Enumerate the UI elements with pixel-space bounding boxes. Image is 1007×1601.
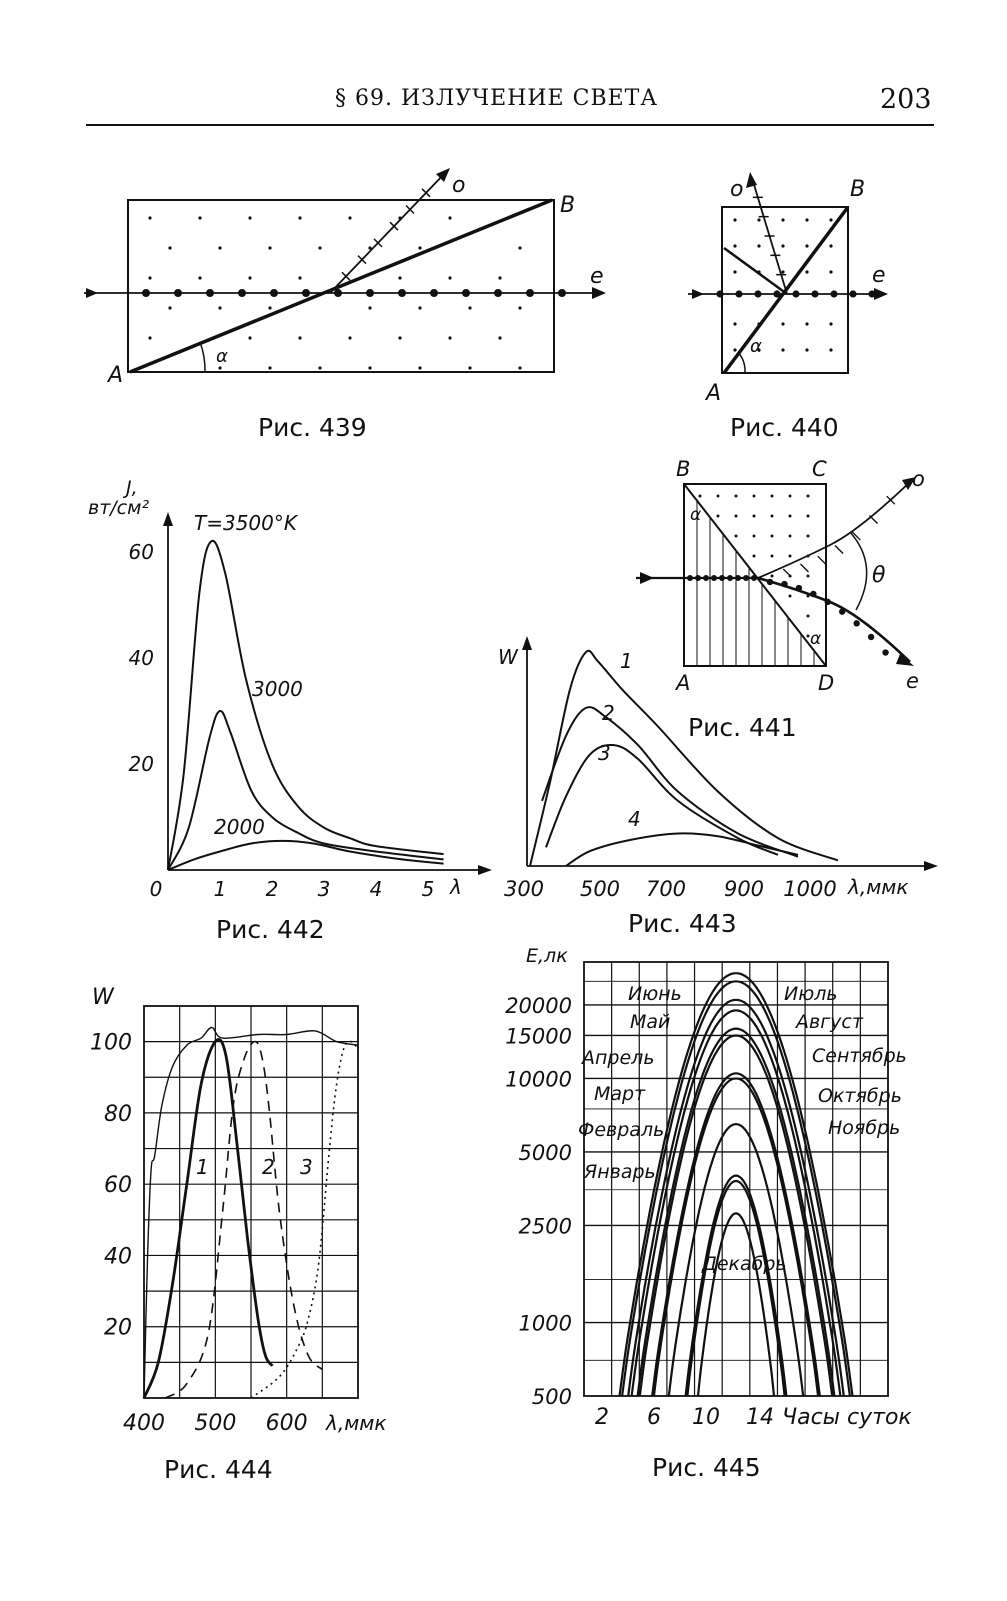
month-nov: Ноябрь xyxy=(828,1117,901,1139)
x-tick-label: 1000 xyxy=(783,877,837,901)
y-tick-label: 15000 xyxy=(505,1024,572,1049)
month-jul: Июль xyxy=(784,983,838,1005)
temp-3000: 3000 xyxy=(252,677,303,701)
label-e: e xyxy=(590,264,604,289)
curve-Сентябрь xyxy=(640,1036,832,1397)
month-jan: Январь xyxy=(584,1161,656,1183)
label-b: B xyxy=(560,193,576,218)
caption-444: Рис. 444 xyxy=(164,1455,273,1484)
x-label: λ,ммк xyxy=(326,1411,387,1435)
label-o: o xyxy=(730,177,744,202)
curve-Июнь xyxy=(620,973,853,1396)
y-tick-label: 80 xyxy=(104,1101,132,1127)
x-tick-label: 500 xyxy=(194,1411,237,1436)
x-tick-label: 900 xyxy=(723,877,765,901)
curve-Август xyxy=(632,1010,841,1396)
x-tick-label: 2 xyxy=(595,1405,609,1430)
x-label: λ xyxy=(450,875,462,899)
label-o: o xyxy=(912,467,925,491)
label-c: C xyxy=(812,457,827,481)
y-tick-label: 20 xyxy=(104,1315,132,1341)
y-tick-label: 40 xyxy=(104,1244,132,1270)
month-mar: Март xyxy=(594,1083,646,1105)
x-tick-label: 600 xyxy=(265,1411,308,1436)
y-tick-label: 40 xyxy=(128,646,154,670)
x-label: λ,ммк xyxy=(848,875,909,899)
y-tick-label: 100 xyxy=(90,1030,132,1056)
label-alpha: α xyxy=(750,336,762,357)
label-b: B xyxy=(850,177,866,202)
x-tick-label: 500 xyxy=(579,877,621,901)
curves xyxy=(620,973,853,1396)
y-tick-label: 5000 xyxy=(518,1140,572,1165)
x-tick-label: 10 xyxy=(692,1405,720,1430)
month-apr: Апрель xyxy=(582,1047,655,1069)
curve-label-3: 3 xyxy=(598,741,611,765)
x-tick-label: 3 xyxy=(317,877,331,901)
label-o: o xyxy=(452,173,466,198)
y-tick-label: 500 xyxy=(531,1385,572,1409)
label-a: A xyxy=(706,381,722,406)
label-d: D xyxy=(818,671,835,695)
curve-label-2: 2 xyxy=(262,1155,275,1179)
page-number: 203 xyxy=(880,84,932,115)
curve-Июль xyxy=(622,981,850,1396)
label-a: A xyxy=(676,671,691,695)
x-tick-label: 700 xyxy=(645,877,687,901)
curve-label-1: 1 xyxy=(620,649,633,673)
label-b: B xyxy=(676,457,691,481)
month-dec: Декабрь xyxy=(702,1253,787,1275)
x-tick-label: 4 xyxy=(369,877,383,901)
y-tick-label: 60 xyxy=(128,540,154,564)
curve-label-3: 3 xyxy=(300,1155,313,1179)
x-tick-label: 1 xyxy=(213,877,227,901)
label-alpha-bottom: α xyxy=(810,629,822,649)
y-label: E,лк xyxy=(526,945,568,967)
x-tick-label: 14 xyxy=(746,1405,774,1430)
label-e: e xyxy=(872,263,886,288)
y-tick-label: 10000 xyxy=(505,1067,572,1092)
caption-442: Рис. 442 xyxy=(216,915,325,944)
y-tick-label: 20 xyxy=(128,752,154,776)
curve-label-2: 2 xyxy=(602,701,615,725)
label-alpha: α xyxy=(216,346,228,367)
label-alpha-top: α xyxy=(690,505,702,525)
section-title: § 69. ИЗЛУЧЕНИЕ СВЕТА xyxy=(335,86,659,111)
temp-2000: 2000 xyxy=(214,815,265,839)
month-sep: Сентябрь xyxy=(812,1045,907,1067)
x-tick-label: 0 xyxy=(149,877,163,901)
month-aug: Август xyxy=(796,1011,863,1033)
curve-Октябрь xyxy=(654,1079,818,1397)
label-e: e xyxy=(906,669,919,693)
caption-440: Рис. 440 xyxy=(730,413,839,442)
caption-441: Рис. 441 xyxy=(688,713,797,742)
caption-439: Рис. 439 xyxy=(258,413,367,442)
x-label: Часы суток xyxy=(782,1405,912,1430)
y-label-symbol: J, xyxy=(126,477,138,499)
x-tick-label: 2 xyxy=(265,877,279,901)
label-a: A xyxy=(108,363,124,388)
y-tick-label: 60 xyxy=(104,1173,132,1199)
y-tick-label: 2500 xyxy=(518,1214,572,1239)
temp-3500: T=3500°K xyxy=(194,511,297,535)
y-label-units: вт/см² xyxy=(88,497,150,519)
x-tick-label: 400 xyxy=(123,1411,165,1436)
x-tick-label: 5 xyxy=(421,877,435,901)
x-tick-label: 6 xyxy=(647,1405,661,1430)
x-tick-label: 300 xyxy=(503,877,545,901)
month-may: Май xyxy=(630,1011,671,1033)
month-jun: Июнь xyxy=(628,983,682,1005)
curve-label-4: 4 xyxy=(628,807,641,831)
y-tick-label: 1000 xyxy=(518,1311,572,1336)
month-oct: Октябрь xyxy=(818,1085,902,1107)
y-label: W xyxy=(498,645,518,669)
month-feb: Февраль xyxy=(578,1119,665,1141)
y-label: W xyxy=(92,985,114,1010)
y-tick-label: 20000 xyxy=(505,993,572,1018)
label-theta: θ xyxy=(872,563,886,588)
caption-445: Рис. 445 xyxy=(652,1453,761,1482)
curve-label-1: 1 xyxy=(196,1155,209,1179)
caption-443: Рис. 443 xyxy=(628,909,737,938)
